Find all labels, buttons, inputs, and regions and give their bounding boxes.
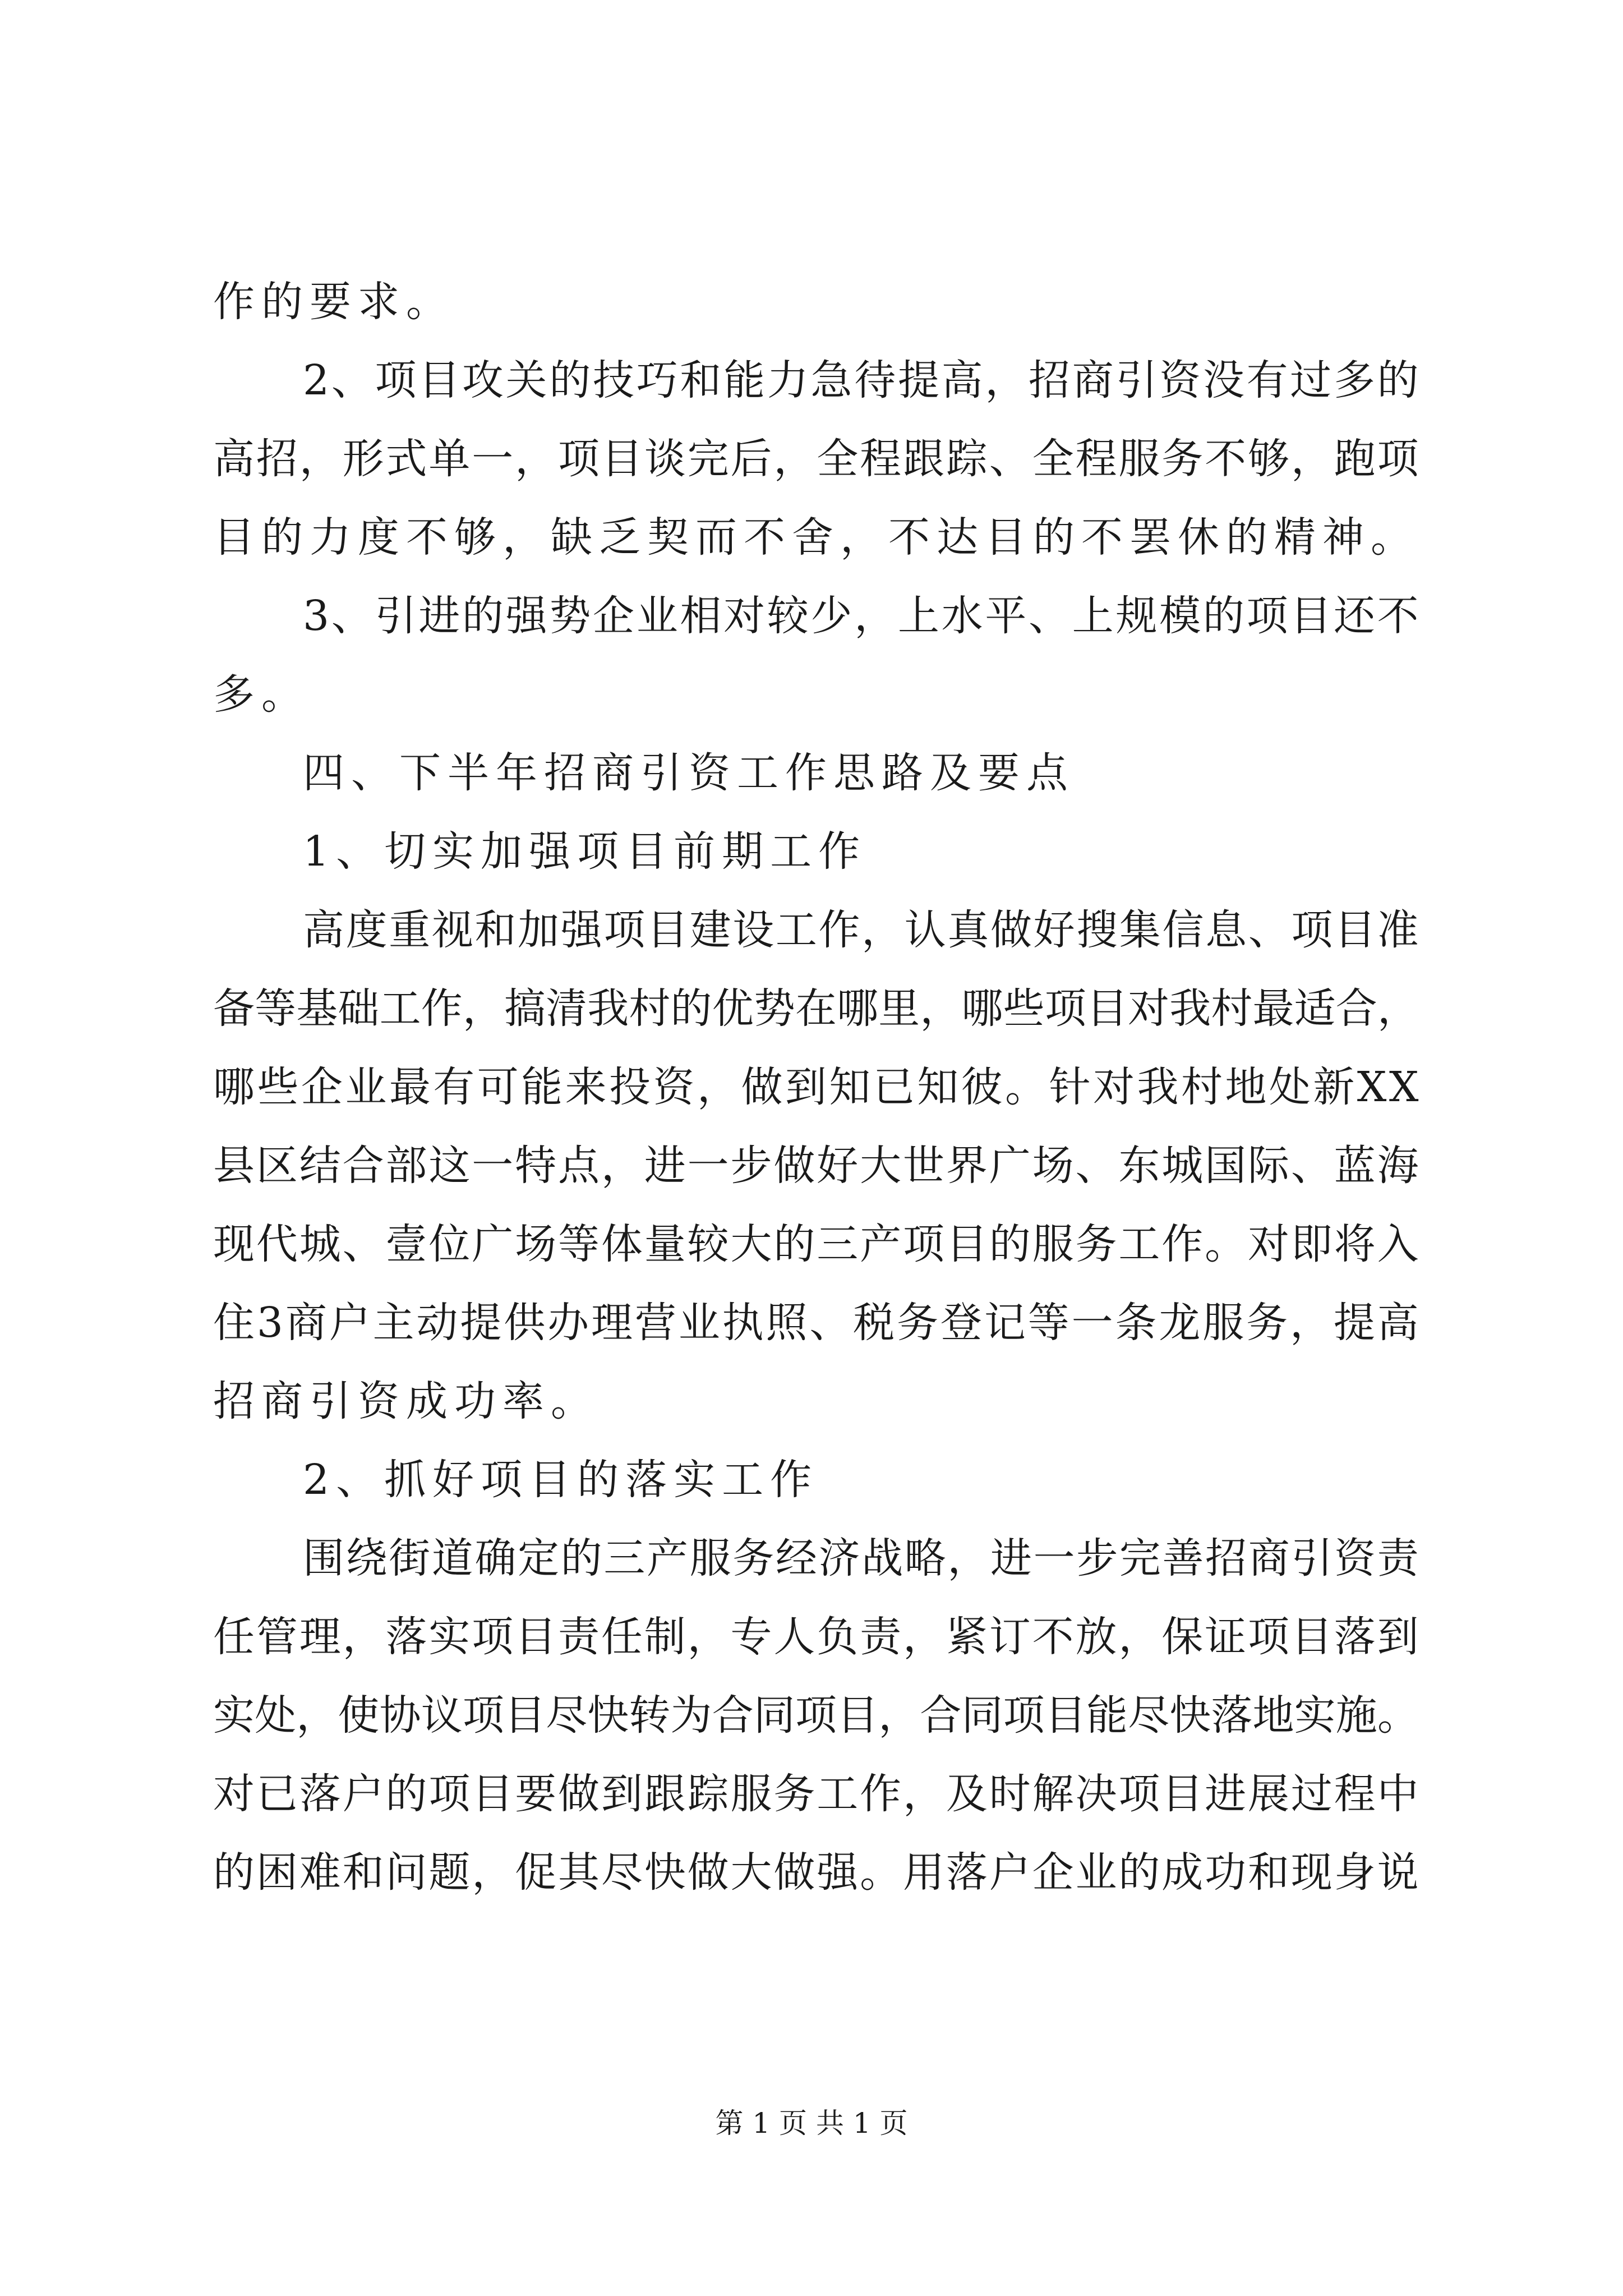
text-line: 多。 [213, 670, 310, 719]
text-line: 住 3 商 户 主 动 提 供 办 理 营 业 执 照 、 税 务 登 记 等 一 条 龙 服 务 ， 提 高 [213, 1299, 1419, 1347]
page-footer: 第 1 页 共 1 页 [715, 2107, 908, 2139]
text-line: 备 等 基 础 工 作 ， 搞 清 我 村 的 优 势 在 哪 里 ， 哪 些 项 目 对 我 村 最 适 合 ， [213, 984, 1419, 1033]
text-line: 2 、 项 目 攻 关 的 技 巧 和 能 力 急 待 提 高 ， 招 商 引 资 没 有 过 多 的 [303, 356, 1419, 404]
text-line: 围 绕 街 道 确 定 的 三 产 服 务 经 济 战 略 ， 进 一 步 完 善 招 商 引 资 责 [303, 1534, 1419, 1582]
text-line: 哪 些 企 业 最 有 可 能 来 投 资 ， 做 到 知 已 知 彼 。 针 对 我 村 地 处 新 X X [213, 1063, 1419, 1111]
text-line: 招商引资成功率。 [213, 1377, 599, 1425]
document-body [213, 263, 1419, 1912]
text-line: 实 处 ， 使 协 议 项 目 尽 快 转 为 合 同 项 目 ， 合 同 项 目 能 尽 快 落 地 实 施 。 [213, 1691, 1419, 1740]
text-line: 作的要求。 [213, 278, 454, 326]
text-line: 四、下半年招商引资工作思路及要点 [303, 749, 1075, 797]
text-line: 2、抓好项目的落实工作 [303, 1456, 819, 1504]
text-line: 高 招 ， 形 式 单 一 ， 项 目 谈 完 后 ， 全 程 跟 踪 、 全 程 服 务 不 够 ， 跑 项 [213, 435, 1419, 483]
text-line: 目的力度不够，缺乏契而不舍，不达目的不罢休的精神。 [213, 513, 1419, 562]
text-line: 1、切实加强项目前期工作 [303, 827, 867, 876]
text-line: 任 管 理 ， 落 实 项 目 责 任 制 ， 专 人 负 责 ， 紧 订 不 放 ， 保 证 项 目 落 到 [213, 1613, 1419, 1661]
text-line: 现 代 城 、 壹 位 广 场 等 体 量 较 大 的 三 产 项 目 的 服 务 工 作 。 对 即 将 入 [213, 1220, 1419, 1268]
text-line: 的 困 难 和 问 题 ， 促 其 尽 快 做 大 做 强 。 用 落 户 企 业 的 成 功 和 现 身 说 [213, 1848, 1419, 1897]
text-line: 3 、 引 进 的 强 势 企 业 相 对 较 少 ， 上 水 平 、 上 规 模 的 项 目 还 不 [303, 592, 1419, 640]
text-line: 对 已 落 户 的 项 目 要 做 到 跟 踪 服 务 工 作 ， 及 时 解 决 项 目 进 展 过 程 中 [213, 1770, 1419, 1818]
text-line: 县 区 结 合 部 这 一 特 点 ， 进 一 步 做 好 大 世 界 广 场 、 东 城 国 际 、 蓝 海 [213, 1142, 1419, 1190]
text-line: 高 度 重 视 和 加 强 项 目 建 设 工 作 ， 认 真 做 好 搜 集 信 息 、 项 目 准 [303, 906, 1419, 954]
